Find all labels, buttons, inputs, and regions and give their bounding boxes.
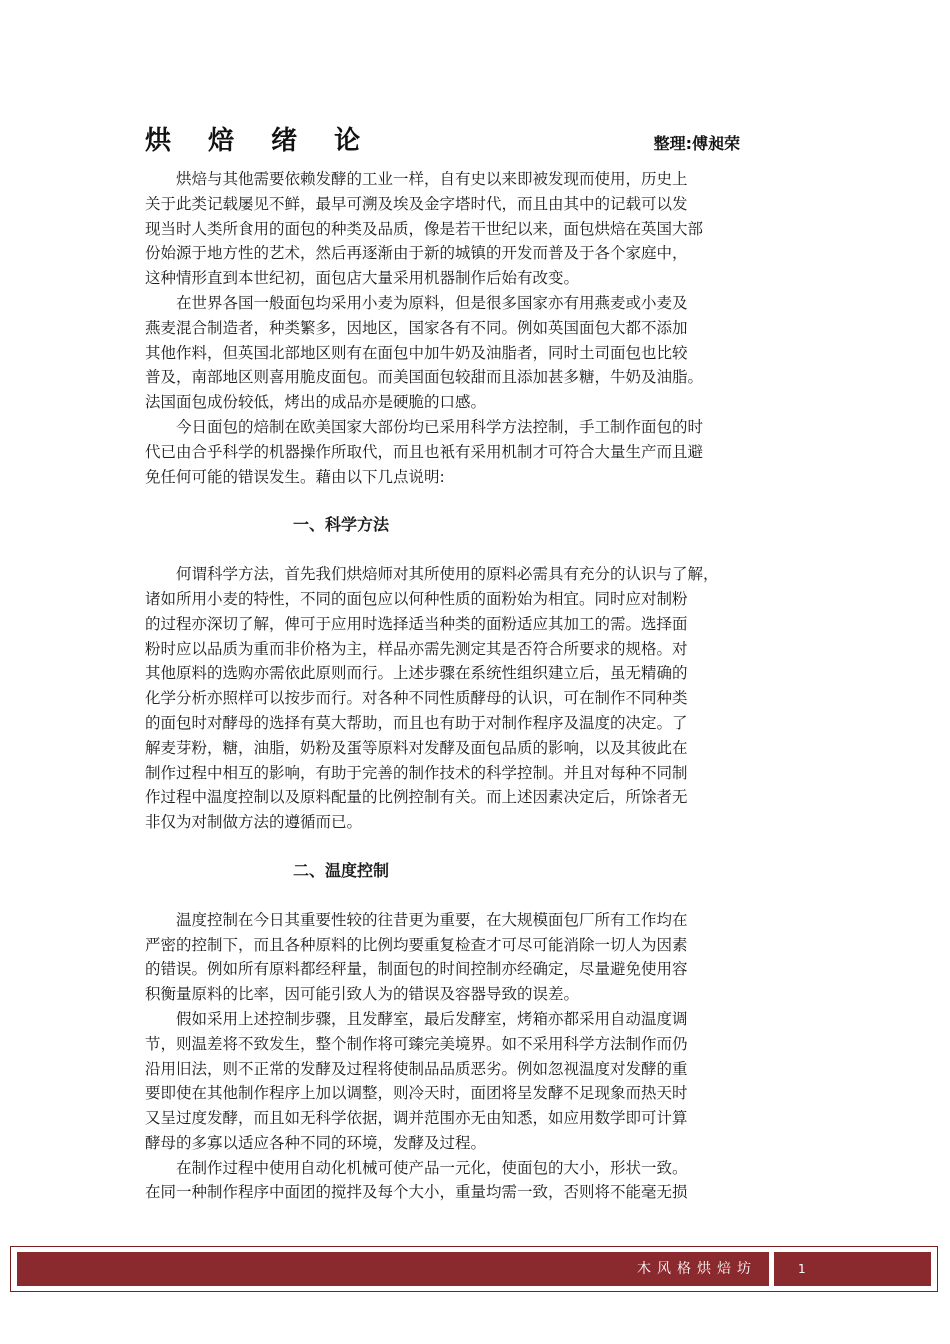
intro-paragraph-3: 今日面包的焙制在欧美国家大部份均已采用科学方法控制，手工制作面包的时 代已由合乎科学的机器操作所取代，而且也衹有采用机制才可符合大量生产而且避 免任何可能的错误发生。藉由以下几点说明:: [145, 417, 704, 486]
page-number: 1: [798, 1262, 806, 1276]
footer-page-band: [774, 1252, 931, 1286]
section-heading-temperature-control: 二、温度控制: [293, 860, 390, 880]
intro-paragraph-2: 在世界各国一般面包均采用小麦为原料，但是很多国家亦有用燕麦或小麦及 燕麦混合制造者，种类繁多，因地区，国家各有不同。例如英国面包大都不添加 其他作料，但英国北部地区则有在面包中加牛奶及油脂者，同时土司面包也比较 普及，南部地区则喜用脆皮面包。而美国面包较甜而且添加甚多糖，牛奶及油脂。 法国面包成份较低，烤出的成品亦是硬脆的口感。: [145, 293, 704, 412]
page-title: 烘 焙 绪 论: [145, 126, 375, 156]
section1-paragraph-1: 何谓科学方法，首先我们烘焙师对其所使用的原料必需具有充分的认识与了解， 诸如所用小麦的特性，不同的面包应以何种性质的面粉始为相宜。同时应对制粉 的过程亦深切了解，俾可于应用时选择适当种类的面粉适应其加工的需。选择面 粉时应以品质为重而非价格为主，样品亦需先测定其是否符合所要求的规格。对 其他原料的选购亦需依此原则而行。上述步骤在系统性组织建立后，虽无精确的 化学分析亦照样可以按步而行。对各种不同性质酵母的认识，可在制作不同种类 的面包时对酵母的选择有莫大帮助，而且也有助于对制作程序及温度的决定。了 解麦芽粉，糖，油脂，奶粉及蛋等原料对发酵及面包品质的影响，以及其彼此在 制作过程中相互的影响，有助于完善的制作技术的科学控制。并且对每种不同制 作过程中温度控制以及原料配量的比例控制有关。而上述因素决定后，所馀者无 非仅为对制做方法的遵循而已。: [145, 565, 719, 832]
spacer: [145, 884, 755, 908]
spacer: [145, 489, 755, 513]
footer-brand-band: [17, 1252, 769, 1286]
section-heading-scientific-method: 一、科学方法: [293, 515, 390, 535]
page-footer: [10, 1246, 938, 1292]
spacer: [145, 835, 755, 859]
document-body: [145, 167, 755, 1205]
footer-brand-name: 木风格烘焙坊: [637, 1261, 757, 1277]
section2-paragraph-1: 温度控制在今日其重要性较的往昔更为重要，在大规模面包厂所有工作均在 严密的控制下，而且各种原料的比例均要重复检查才可尽可能消除一切人为因素 的错误。例如所有原料都经秤量，制面包的时间控制亦经确定，尽量避免使用容 积衡量原料的比率，因可能引致人为的错误及容器导致的误差。: [145, 910, 688, 1004]
title-row: [145, 125, 740, 161]
section2-paragraph-2: 假如采用上述控制步骤，且发酵室，最后发酵室，烤箱亦都采用自动温度调 节，则温差将不致发生，整个制作将可臻完美境界。如不采用科学方法制作而仍 沿用旧法，则不正常的发酵及过程将使制品品质恶劣。例如忽视温度对发酵的重 要即使在其他制作程序上加以调整，则冷天时，面团将呈发酵不足现象而热天时 又呈过度发酵，而且如无科学依据，调并范围亦无由知悉，如应用数学即可计算 酵母的多寡以适应各种不同的环境，发酵及过程。: [145, 1009, 688, 1152]
spacer: [145, 538, 755, 562]
section2-paragraph-3: 在制作过程中使用自动化机械可使产品一元化，使面包的大小，形状一致。 在同一种制作程序中面团的搅拌及每个大小，重量均需一致，否则将不能毫无损: [145, 1158, 688, 1202]
intro-paragraph-1: 烘焙与其他需要依赖发酵的工业一样，自有史以来即被发现而使用，历史上 关于此类记载屡见不鲜，最早可溯及埃及金字塔时代，而且由其中的记载可以发 现当时人类所食用的面包的种类及品质，像是若干世纪以来，面包烘焙在英国大部 份始源于地方性的艺术，然后再逐渐由于新的城镇的开发而普及于各个家庭中， 这种情形直到本世纪初，面包店大量采用机器制作后始有改变。: [145, 170, 704, 288]
author-credit: 整理:傅昶荣: [653, 134, 740, 153]
